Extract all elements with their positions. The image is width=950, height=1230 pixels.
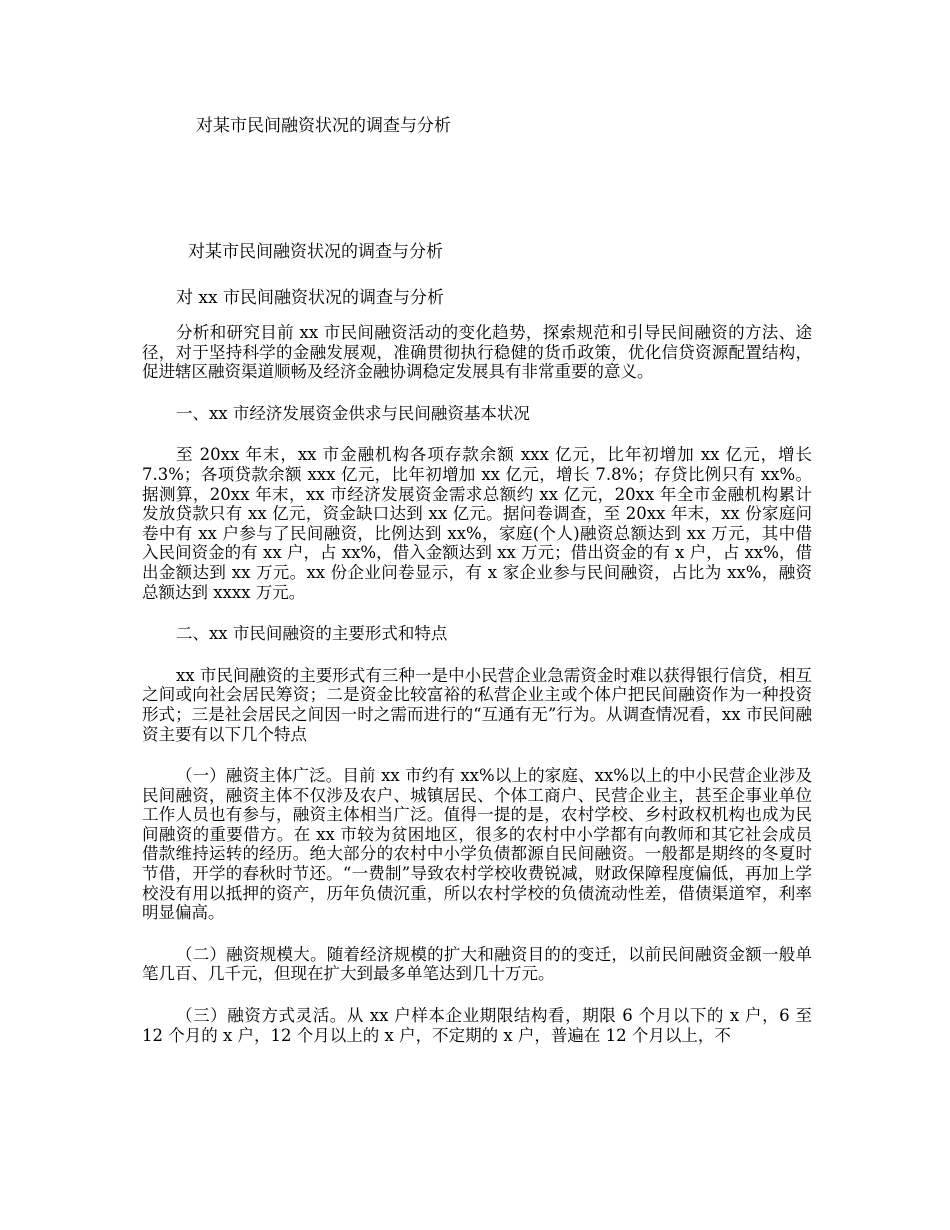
section1-paragraph: 至 20xx 年末，xx 市金融机构各项存款余额 xxx 亿元，比年初增加 xx 亿元，增长 7.3%；各项贷款余额 xxx 亿元，比年初增加 xx 亿元，增长 7.8%；存贷比例只有 xx%。据测算，20xx 年末，xx 市经济发展资金需求总额约 xx 亿元，20xx 年全市金融机构累计发放贷款只有 xx 亿元，资金缺口达到 xx 亿元。据问卷调查，至 20xx 年末，xx 份家庭问卷中有 xx 户参与了民间融资，比例达到 xx%，家庭(个人)融资总额达到 xx 万元，其中借入民间资金的有 xx 户，占 xx%，借入金额达到 xx 万元；借出资金的有 x 户，占 xx%，借出金额达到 xx 万元。xx 份企业问卷显示，有 x 家企业参与民间融资，占比为 xx%，融资总额达到 xxxx 万元。 (142, 445, 812, 602)
section2-paragraph: xx 市民间融资的主要形式有三种一是中小民营企业急需资金时难以获得银行信贷，相互之间或向社会居民筹资；二是资金比较富裕的私营企业主或个体户把民间融资作为一种投资形式；三是社会居民之间因一时之需而进行的“互通有无”行为。从调查情况看，xx 市民间融资主要有以下几个特点 (142, 665, 812, 744)
intro-paragraph: 分析和研究目前 xx 市民间融资活动的变化趋势，探索规范和引导民间融资的方法、途径，对于坚持科学的金融发展观，准确贯彻执行稳健的货币政策，优化信贷资源配置结构，促进辖区融资渠道顺畅及经济金融协调稳定发展具有非常重要的意义。 (142, 323, 812, 382)
document-title: 对某市民间融资状况的调查与分析 (188, 242, 443, 262)
document-subtitle: 对 xx 市民间融资状况的调查与分析 (176, 288, 444, 308)
section1-heading: 一、xx 市经济发展资金供求与民间融资基本状况 (176, 403, 530, 423)
section2-heading: 二、xx 市民间融资的主要形式和特点 (176, 624, 448, 644)
point1-paragraph: （一）融资主体广泛。目前 xx 市约有 xx%以上的家庭、xx%以上的中小民营企业涉及民间融资，融资主体不仅涉及农户、城镇居民、个体工商户、民营企业主，甚至企事业单位工作人员也有参与，融资主体相当广泛。值得一提的是，农村学校、乡村政权机构也成为民间融资的重要借方。在 xx 市较为贫困地区，很多的农村中小学都有向教师和其它社会成员借款维持运转的经历。绝大部分的农村中小学负债都源自民间融资。一般都是期终的冬夏时节借，开学的春秋时节还。“一费制”导致农村学校收费锐减，财政保障程度偏低，再加上学校没有用以抵押的资产，历年负债沉重，所以农村学校的负债流动性差，借债渠道窄，利率明显偏高。 (142, 766, 812, 923)
document-body (142, 323, 812, 1067)
point2-paragraph: （二）融资规模大。随着经济规模的扩大和融资目的的变迁，以前民间融资金额一般单笔几百、几千元，但现在扩大到最多单笔达到几十万元。 (142, 944, 812, 984)
point3-paragraph: （三）融资方式灵活。从 xx 户样本企业期限结构看，期限 6 个月以下的 x 户，6 至 12 个月的 x 户，12 个月以上的 x 户，不定期的 x 户，普遍在 12 个月以上，不 (142, 1006, 812, 1045)
document-top-title: 对某市民间融资状况的调查与分析 (196, 116, 451, 136)
